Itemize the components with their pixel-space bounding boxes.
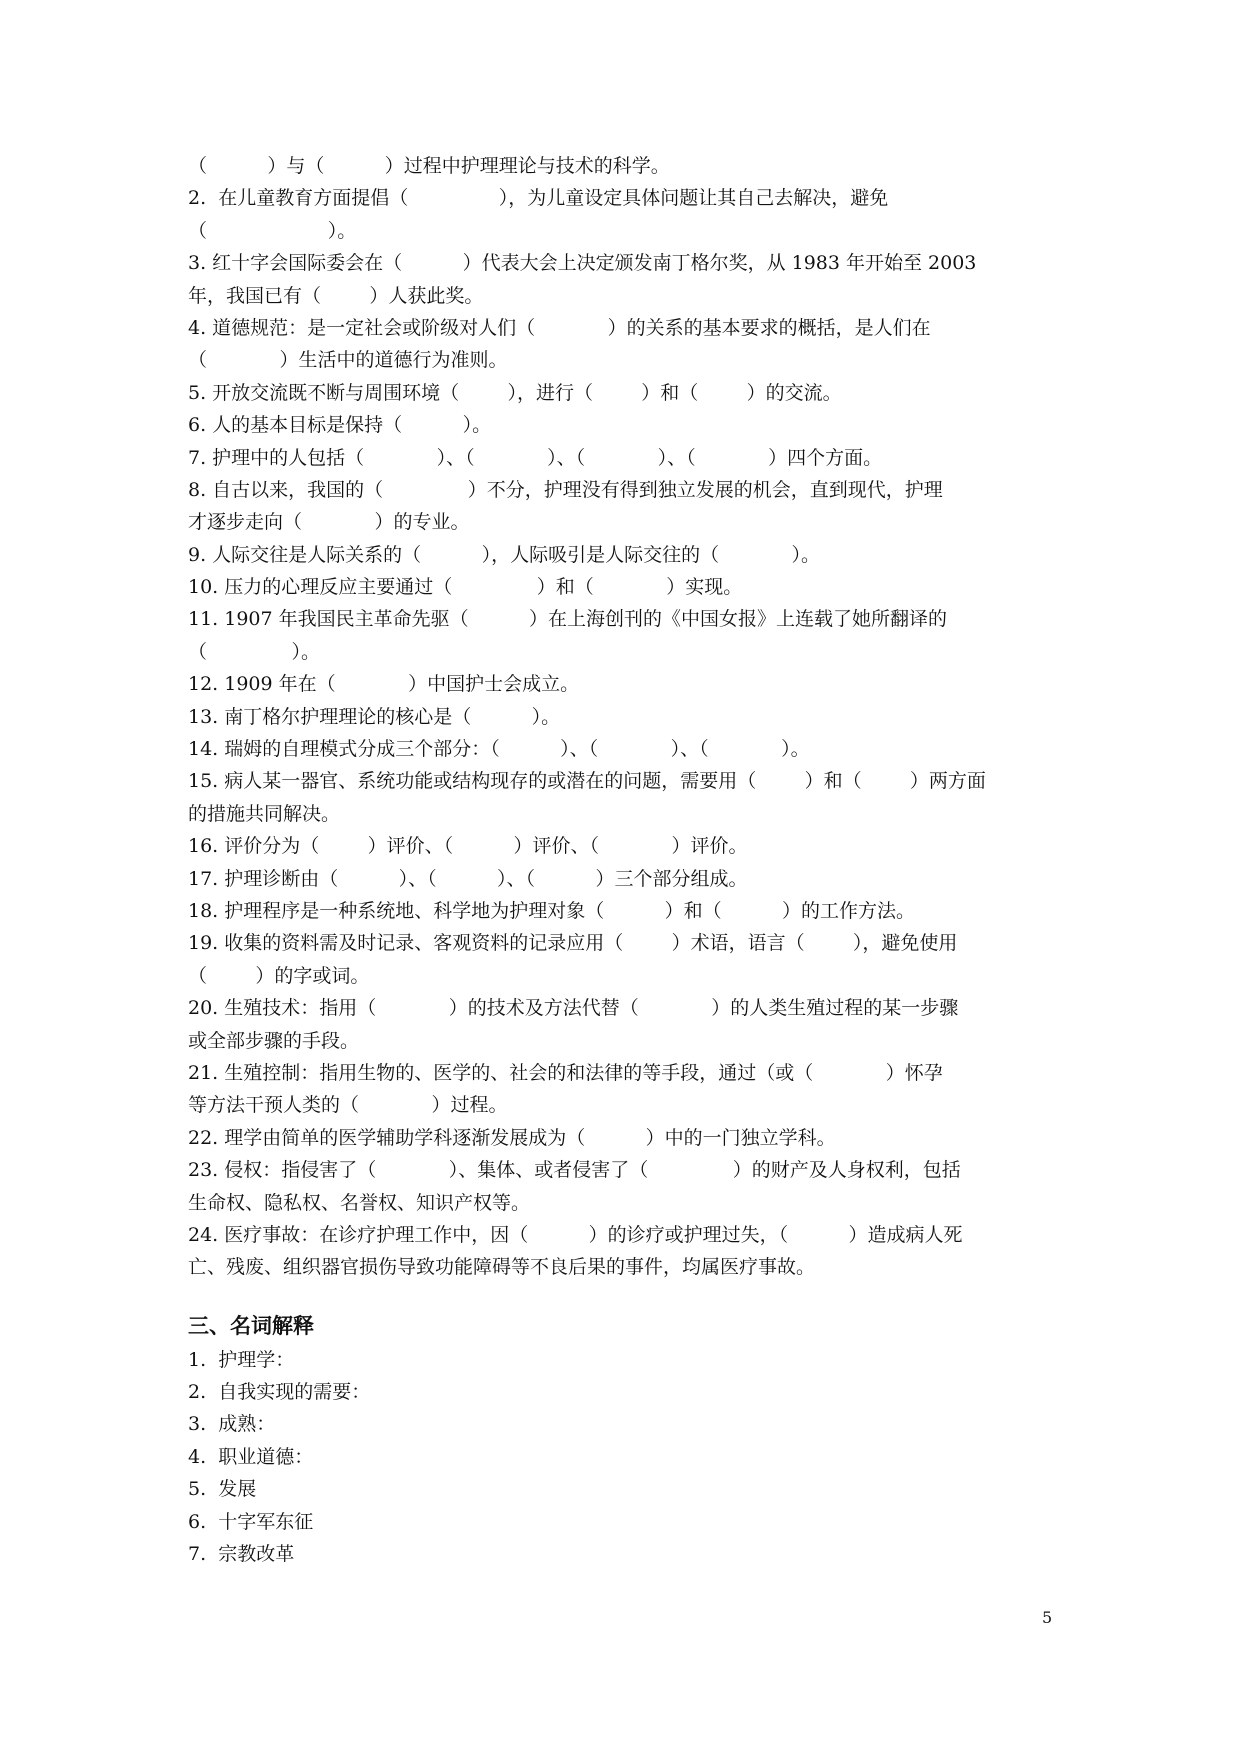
term-item: 5. 发展 [188,1478,257,1501]
fill-line: （ ）。 [188,640,321,663]
fill-line: 18. 护理程序是一种系统地、科学地为护理对象（ ）和（ ）的工作方法。 [188,899,916,922]
fill-line: 14. 瑞姆的自理模式分成三个部分：（ ）、（ ）、（ ）。 [188,738,810,761]
term-item: 3. 成熟： [188,1413,276,1436]
fill-line: 的措施共同解决。 [188,802,341,825]
fill-line: 才逐步走向（ ）的专业。 [188,511,470,534]
fill-line: 15. 病人某一器官、系统功能或结构现存的或潜在的问题，需要用（ ）和（ ）两方面 [188,770,986,793]
fill-line: （ ）。 [188,219,357,242]
fill-line: （ ）生活中的道德行为准则。 [188,349,508,372]
fill-line: 16. 评价分为（ ）评价、（ ）评价、（ ）评价。 [188,835,748,858]
fill-line: 23. 侵权：指侵害了（ ）、集体、或者侵害了（ ）的财产及人身权利，包括 [188,1159,961,1182]
term-item: 4. 职业道德： [188,1445,314,1468]
page-number: 5 [1042,1608,1053,1627]
fill-line: 22. 理学由简单的医学辅助学科逐渐发展成为（ ）中的一门独立学科。 [188,1126,836,1149]
fill-line: （ ）的字或词。 [188,964,370,987]
fill-line: 亡、残废、组织器官损伤导致功能障碍等不良后果的事件，均属医疗事故。 [188,1256,816,1279]
fill-in-blank-section [188,150,1088,1284]
fill-line: 11. 1907 年我国民主革命先驱（ ）在上海创刊的《中国女报》上连载了她所翻译的 [188,608,948,631]
fill-line: 10. 压力的心理反应主要通过（ ）和（ ）实现。 [188,576,743,599]
term-list [188,1344,1088,1571]
fill-line: 24. 医疗事故：在诊疗护理工作中，因（ ）的诊疗或护理过失，（ ）造成病人死 [188,1223,963,1246]
fill-line: 20. 生殖技术：指用（ ）的技术及方法代替（ ）的人类生殖过程的某一步骤 [188,997,959,1020]
fill-line: 13. 南丁格尔护理理论的核心是（ ）。 [188,705,561,728]
fill-line: 6. 人的基本目标是保持（ ）。 [188,414,492,437]
term-item: 2. 自我实现的需要： [188,1381,371,1404]
document-body [188,150,1088,1570]
fill-line: （ ）与（ ）过程中护理理论与技术的科学。 [188,155,670,177]
fill-line: 17. 护理诊断由（ ）、（ ）、（ ）三个部分组成。 [188,867,748,890]
fill-line: 8. 自古以来，我国的（ ）不分，护理没有得到独立发展的机会，直到现代，护理 [188,478,943,501]
fill-line: 19. 收集的资料需及时记录、客观资料的记录应用（ ）术语，语言（ ），避免使用 [188,932,958,955]
fill-line: 或全部步骤的手段。 [188,1029,360,1052]
term-item: 1. 护理学： [188,1348,295,1371]
fill-line: 3. 红十字会国际委会在（ ）代表大会上决定颁发南丁格尔奖，从 1983 年开始至 2003 [188,252,977,275]
term-item: 7. 宗教改革 [188,1543,295,1566]
fill-line: 等方法干预人类的（ ）过程。 [188,1094,508,1117]
term-item: 6. 十字军东征 [188,1510,314,1533]
fill-line: 7. 护理中的人包括（ ）、（ ）、（ ）、（ ）四个方面。 [188,446,883,469]
fill-line: 9. 人际交往是人际关系的（ ），人际吸引是人际交往的（ ）。 [188,543,821,566]
section-title: 三、名词解释 [188,1313,314,1338]
fill-line: 年，我国已有（ ）人获此奖。 [188,284,484,307]
fill-line: 4. 道德规范：是一定社会或阶级对人们（ ）的关系的基本要求的概括，是人们在 [188,316,931,339]
fill-line: 12. 1909 年在（ ）中国护士会成立。 [188,673,580,696]
fill-line: 生命权、隐私权、名誉权、知识产权等。 [188,1191,531,1214]
fill-line: 5. 开放交流既不断与周围环境（ ），进行（ ）和（ ）的交流。 [188,381,842,404]
fill-line: 21. 生殖控制：指用生物的、医学的、社会的和法律的等手段，通过（或（ ）怀孕 [188,1061,943,1084]
fill-line: 2. 在儿童教育方面提倡（ ），为儿童设定具体问题让其自己去解决，避免 [188,187,889,210]
